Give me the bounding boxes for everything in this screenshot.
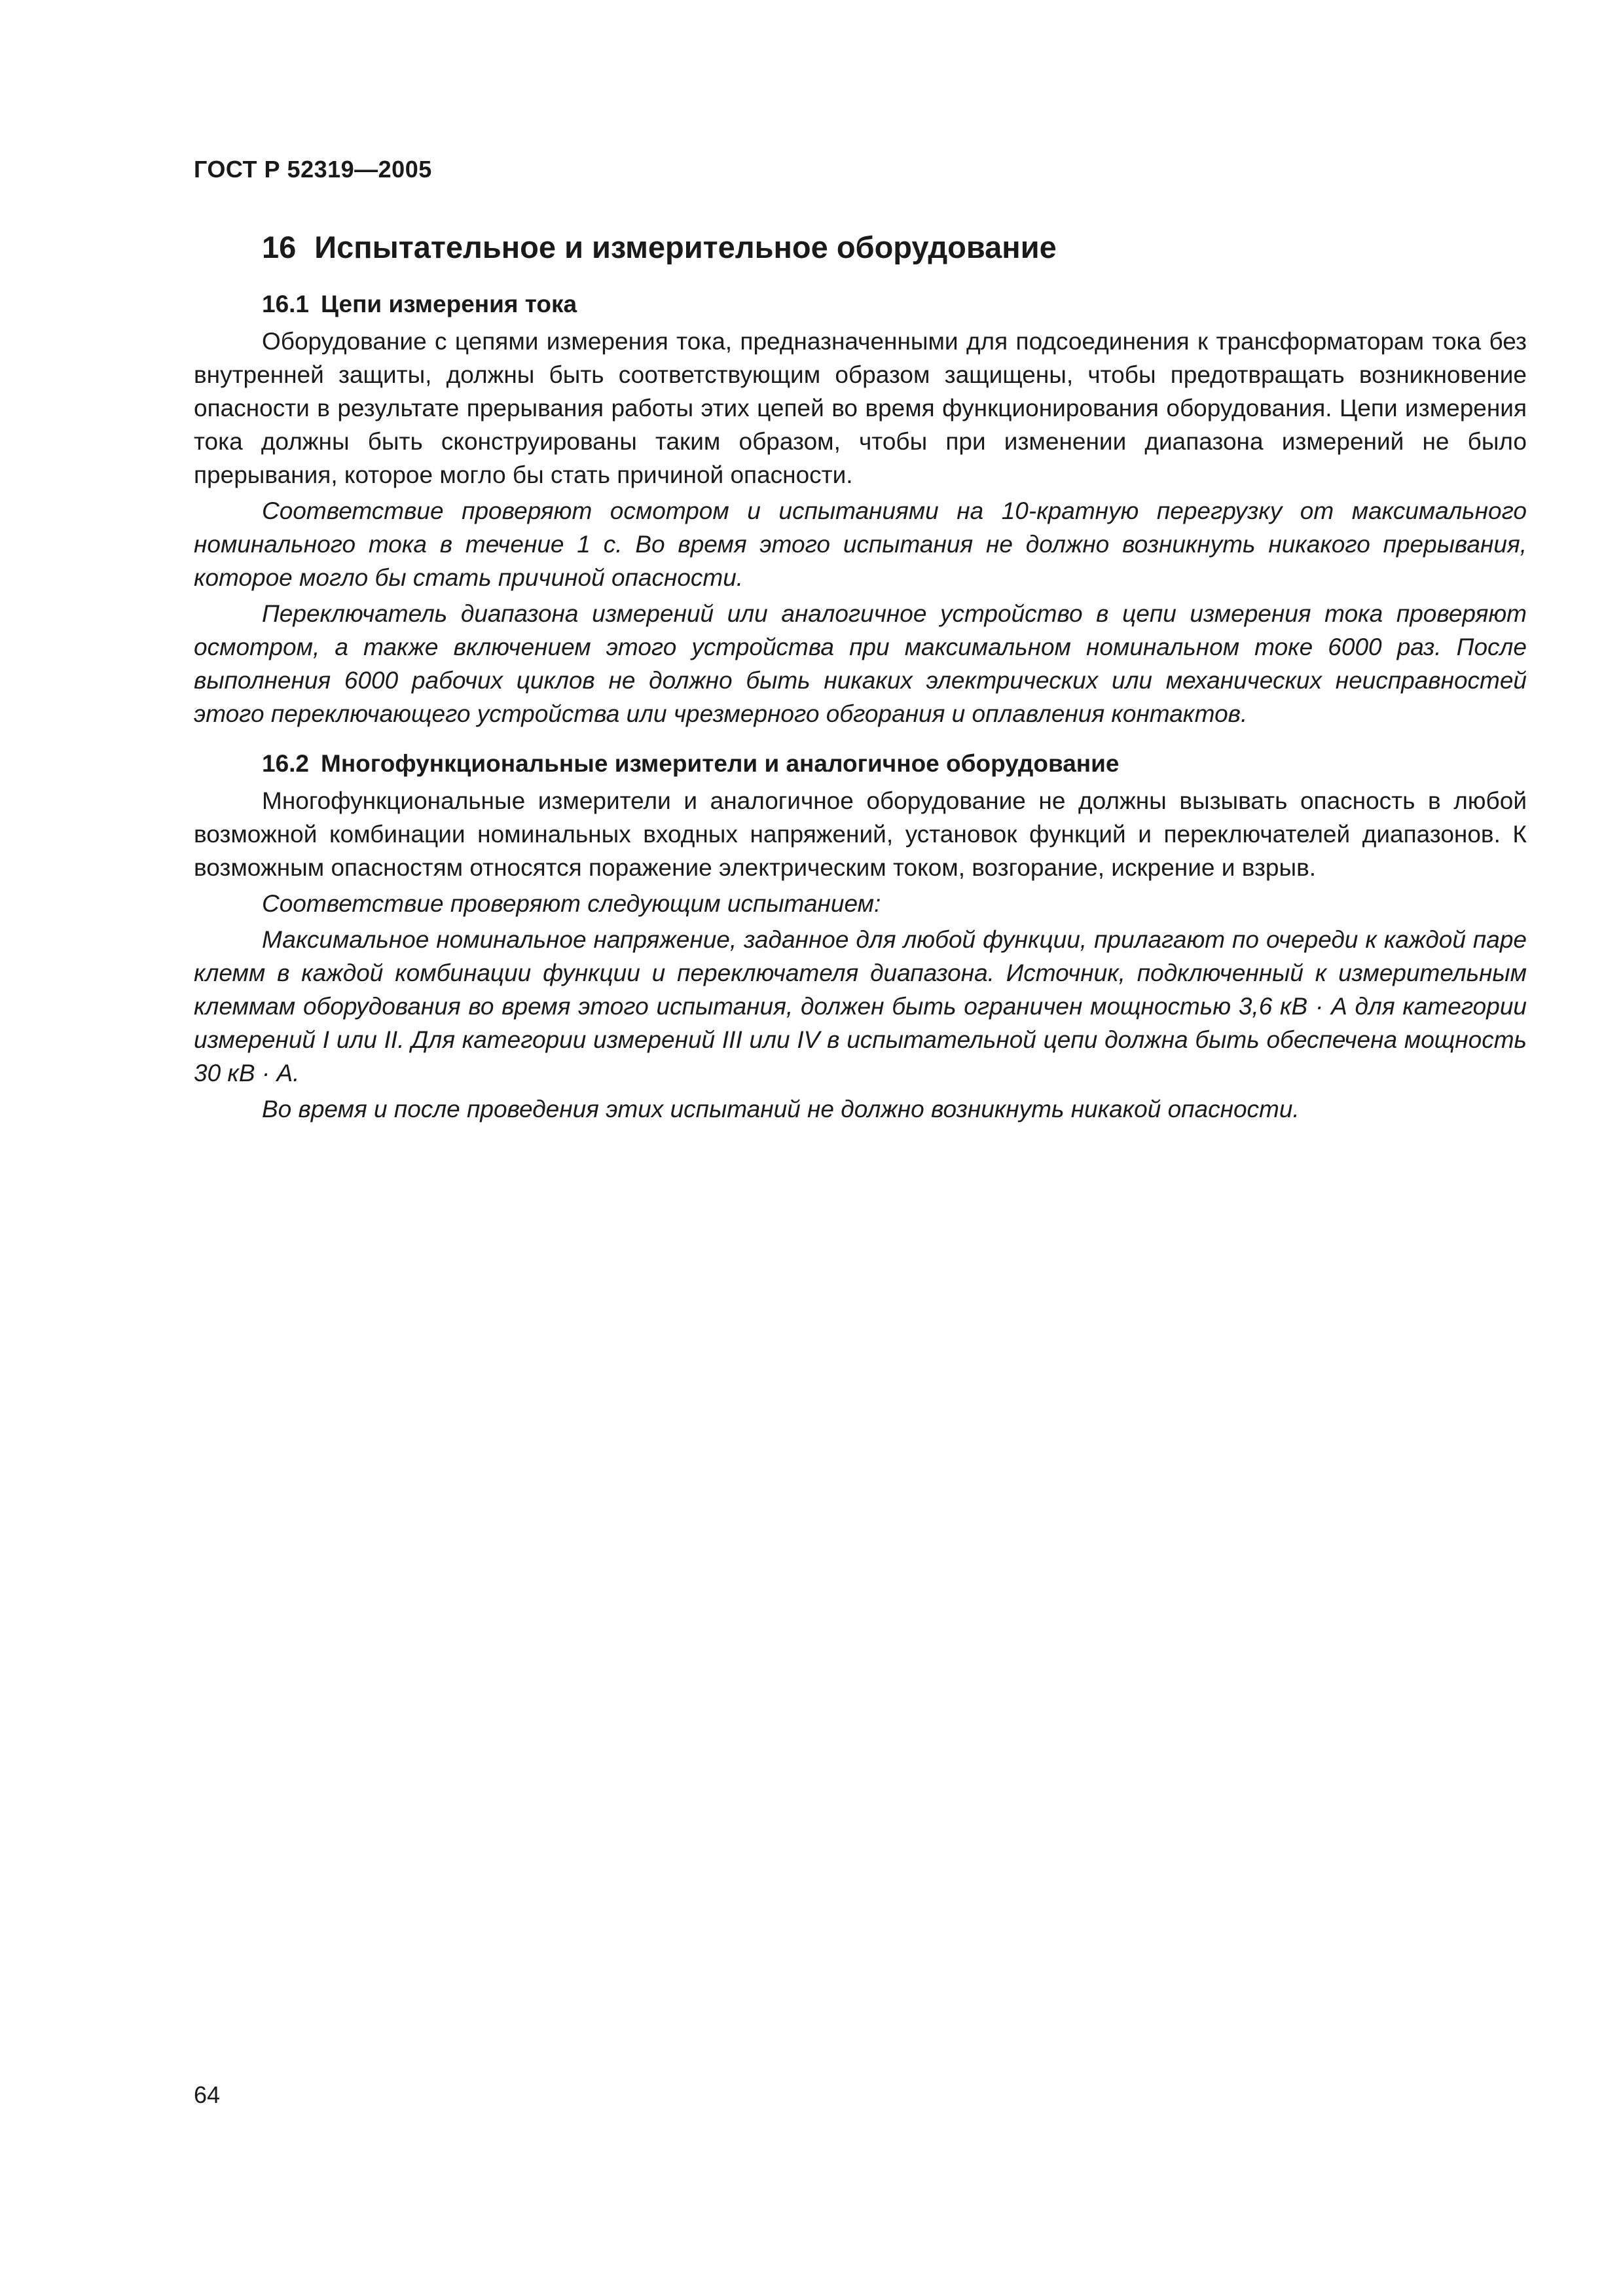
paragraph-compliance-check: Переключатель диапазона измерений или аналогичное устройство в цепи измерения тока проверяют осмотром, а также включением этого устройства при максимальном номинальном токе 6000 раз. После выполнения 6000 рабочих циклов не должно быть никаких электрических или механических неисправностей этого переключающего устройства или чрезмерного обгорания и оплавления контактов. xyxy=(194,600,1527,728)
page-number: 64 xyxy=(194,2081,221,2108)
subsection-title: Цепи измерения тока xyxy=(321,291,577,318)
paragraph-compliance-check: Соответствие проверяют осмотром и испытаниями на 10-кратную перегрузку от максимального номинального тока в течение 1 с. Во время этого испытания не должно возникнуть никакого прерывания, которое могло бы стать причиной опасности. xyxy=(194,497,1527,592)
subsection-number: 16.2 xyxy=(262,750,310,778)
subsection-title: Многофункциональные измерители и аналогичное оборудование xyxy=(321,750,1120,778)
paragraph: Многофункциональные измерители и аналогичное оборудование не должны вызывать опасность в любой возможной комбинации номинальных входных напряжений, установок функций и переключателей диапазонов. К возможным опасностям относятся поражение электрическим током, возгорание, искрение и взрыв. xyxy=(194,787,1527,882)
subsection-heading-16-1 xyxy=(194,288,1527,321)
section-number: 16 xyxy=(262,230,297,264)
document-code-header: ГОСТ Р 52319—2005 xyxy=(194,156,432,183)
spacer xyxy=(194,733,1527,747)
paragraph-compliance-check: Во время и после проведения этих испытаний не должно возникнуть никакой опасности. xyxy=(262,1096,1300,1123)
section-heading xyxy=(194,229,1527,266)
subsection-number: 16.1 xyxy=(262,291,310,318)
paragraph-compliance-check: Максимальное номинальное напряжение, заданное для любой функции, прилагают по очереди к каждой паре клемм в каждой комбинации функции и переключателя диапазона. Источник, подключенный к измерительным клеммам оборудования во время этого испытания, должен быть ограничен мощностью 3,6 кВ · А для категории измерений I или II. Для категории измерений III или IV в испытательной цепи должна быть обеспечена мощность 30 кВ · А. xyxy=(194,926,1527,1087)
subsection-heading-16-2 xyxy=(194,747,1527,780)
document-body xyxy=(194,229,1527,1128)
section-title: Испытательное и измерительное оборудование xyxy=(314,230,1057,264)
paragraph: Оборудование с цепями измерения тока, предназначенными для подсоединения к трансформаторам тока без внутренней защиты, должны быть соответствующим образом защищены, чтобы предотвращать возникновение опасности в результате прерывания работы этих цепей во время функционирования оборудования. Цепи измерения тока должны быть сконструированы таким образом, чтобы при изменении диапазона измерений не было прерывания, которое могло бы стать причиной опасности. xyxy=(194,328,1527,489)
paragraph-compliance-check: Соответствие проверяют следующим испытанием: xyxy=(262,890,881,918)
